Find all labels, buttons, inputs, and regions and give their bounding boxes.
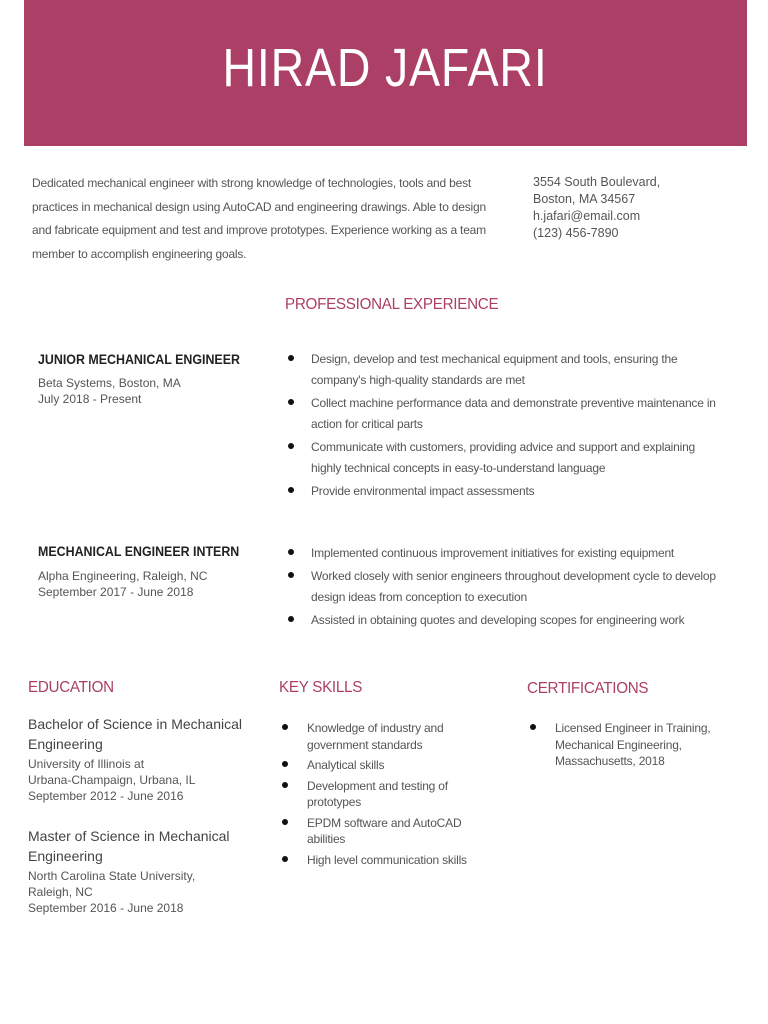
school-line: Urbana-Champaign, Urbana, IL: [28, 773, 196, 787]
list-item: Collect machine performance data and demonstrate preventive maintenance in action for critical parts: [287, 393, 727, 435]
education-dates: September 2012 - June 2016: [28, 789, 184, 803]
education-degree: Master of Science in Mechanical Engineering: [28, 828, 230, 864]
skills-list: [281, 720, 481, 872]
education-degree: Bachelor of Science in Mechanical Engineering: [28, 716, 243, 752]
list-item: Knowledge of industry and government standards: [281, 720, 481, 753]
school-line: North Carolina State University,: [28, 869, 196, 883]
summary-text: Dedicated mechanical engineer with strong knowledge of technologies, tools and best practices in mechanical design using AutoCAD and engineering drawings. Able to design and fabricate equipment and test and improve prototypes. Experience working as a team member to accomplish engineering goals.: [32, 176, 486, 261]
job-bullets: [287, 543, 727, 633]
list-item: Provide environmental impact assessments: [287, 481, 727, 502]
phone: (123) 456-7890: [533, 226, 619, 240]
list-item: Implemented continuous improvement initiatives for existing equipment: [287, 543, 727, 564]
education-dates: September 2016 - June 2018: [28, 901, 184, 915]
list-item: Worked closely with senior engineers throughout development cycle to develop design ideas from conception to execution: [287, 566, 727, 608]
school-line: University of Illinois at: [28, 757, 145, 771]
education-school: [28, 868, 228, 916]
list-item: Analytical skills: [281, 757, 481, 774]
candidate-name: HIRAD JAFARI: [222, 38, 549, 98]
job-title: JUNIOR MECHANICAL ENGINEER: [38, 352, 240, 367]
list-item: High level communication skills: [281, 852, 481, 869]
certifications-list: [529, 720, 729, 774]
address-line-2: Boston, MA 34567: [533, 192, 636, 206]
header-banner: [24, 0, 747, 146]
job-dates: September 2017 - June 2018: [38, 585, 194, 599]
address-line-1: 3554 South Boulevard,: [533, 175, 661, 189]
list-item: Licensed Engineer in Training, Mechanical Engineering, Massachusetts, 2018: [529, 720, 729, 770]
contact-block: [533, 174, 743, 242]
email[interactable]: h.jafari@email.com: [533, 209, 641, 223]
experience-heading: PROFESSIONAL EXPERIENCE: [285, 296, 499, 313]
list-item: Design, develop and test mechanical equipment and tools, ensuring the company's high-quality standards are met: [287, 349, 727, 391]
job-bullets: [287, 349, 727, 504]
list-item: Assisted in obtaining quotes and developing scopes for engineering work: [287, 610, 727, 631]
job-title: MECHANICAL ENGINEER INTERN: [38, 544, 240, 559]
school-line: Raleigh, NC: [28, 885, 93, 899]
list-item: Development and testing of prototypes: [281, 778, 481, 811]
certifications-heading: CERTIFICATIONS: [527, 680, 649, 697]
skills-heading: KEY SKILLS: [279, 679, 363, 696]
list-item: EPDM software and AutoCAD abilities: [281, 815, 481, 848]
list-item: Communicate with customers, providing advice and support and explaining highly technical concepts in easy-to-understand language: [287, 437, 727, 479]
job-company: Alpha Engineering, Raleigh, NC: [38, 569, 208, 583]
job-dates: July 2018 - Present: [38, 392, 142, 406]
job-company: Beta Systems, Boston, MA: [38, 376, 181, 390]
education-heading: EDUCATION: [28, 679, 114, 696]
education-school: [28, 756, 228, 804]
